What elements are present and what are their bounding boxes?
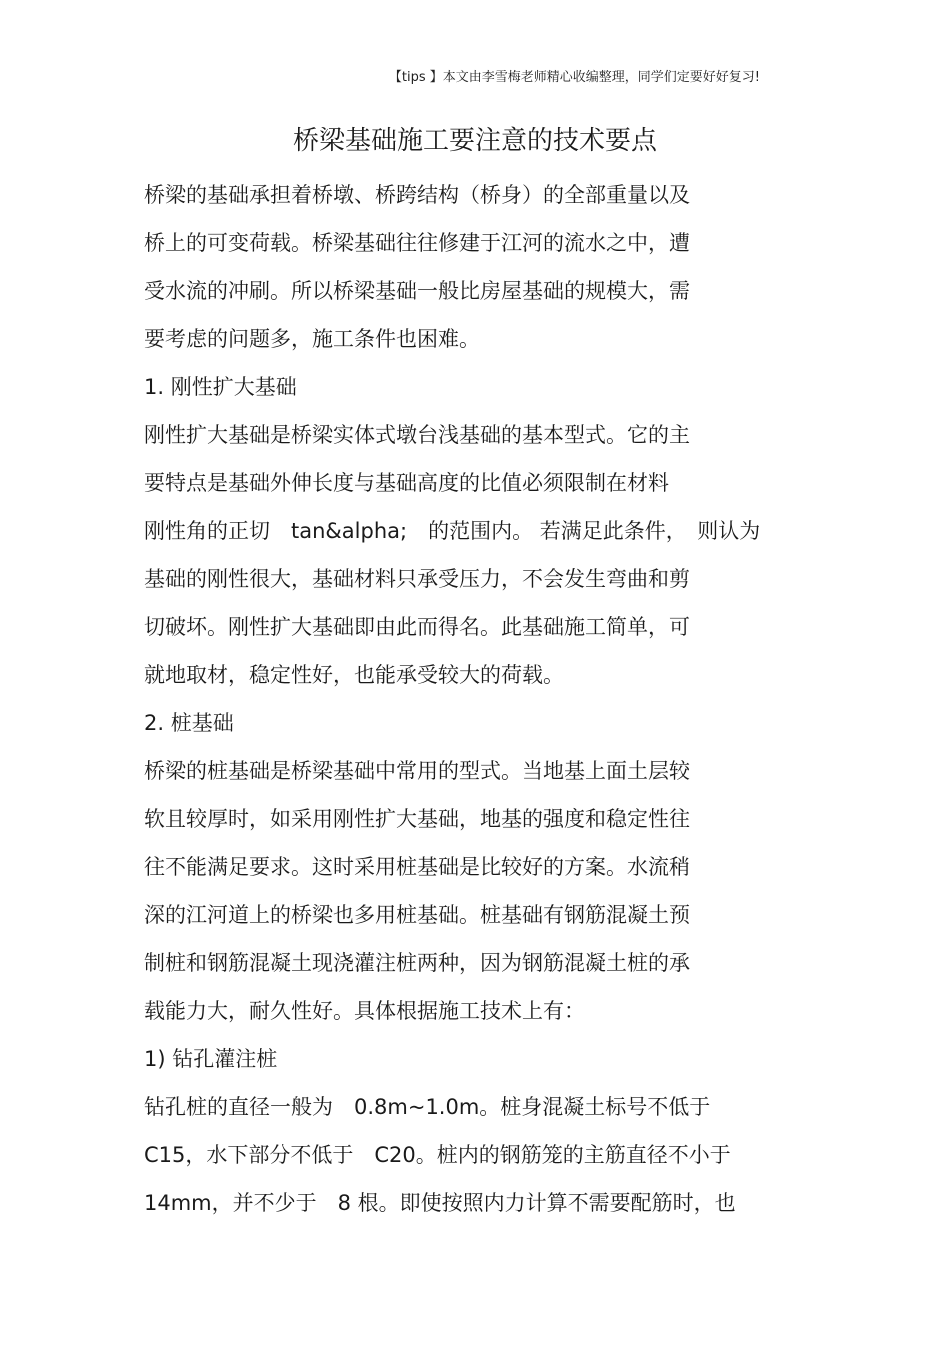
text-line-7: 要特点是基础外伸长度与基础高度的比值必须限制在材料 — [144, 471, 669, 495]
text-line-14: 软且较厚时，如采用刚性扩大基础，地基的强度和稳定性往 — [144, 807, 690, 831]
text-line-4: 要考虑的问题多，施工条件也困难。 — [144, 327, 480, 351]
text-line-3: 受水流的冲刷。所以桥梁基础一般比房屋基础的规模大，需 — [144, 279, 690, 303]
text-line-6: 刚性扩大基础是桥梁实体式墩台浅基础的基本型式。它的主 — [144, 423, 690, 447]
text-line-2: 桥上的可变荷载。桥梁基础往往修建于江河的流水之中，遭 — [144, 231, 690, 255]
section-heading-2: 2. 桩基础 — [144, 711, 234, 735]
text-line-13: 桥梁的桩基础是桥梁基础中常用的型式。当地基上面土层较 — [144, 759, 690, 783]
text-line-8: 刚性角的正切 tan&alpha; 的范围内。 若满足此条件， 则认为 — [144, 519, 761, 543]
text-line-10: 切破坏。刚性扩大基础即由此而得名。此基础施工简单，可 — [144, 615, 690, 639]
text-line-20: 钻孔桩的直径一般为 0.8m~1.0m。桩身混凝土标号不低于 — [144, 1095, 711, 1119]
document-title: 桥梁基础施工要注意的技术要点 — [292, 126, 657, 156]
text-line-21: C15，水下部分不低于 C20。桩内的钢筋笼的主筋直径不小于 — [144, 1143, 731, 1167]
section-heading-1: 1. 刚性扩大基础 — [144, 375, 297, 399]
subsection-heading-1: 1) 钻孔灌注桩 — [144, 1047, 278, 1071]
tips-header: 【tips 】本文由李雪梅老师精心收编整理，同学们定要好好复习! — [388, 70, 760, 85]
text-line-1: 桥梁的基础承担着桥墩、桥跨结构（桥身）的全部重量以及 — [144, 183, 690, 207]
text-line-18: 载能力大，耐久性好。具体根据施工技术上有： — [144, 999, 585, 1023]
text-line-16: 深的江河道上的桥梁也多用桩基础。桩基础有钢筋混凝土预 — [144, 903, 690, 927]
text-line-17: 制桩和钢筋混凝土现浇灌注桩两种，因为钢筋混凝土桩的承 — [144, 951, 690, 975]
text-line-11: 就地取材，稳定性好，也能承受较大的荷载。 — [144, 663, 564, 687]
text-line-9: 基础的刚性很大，基础材料只承受压力，不会发生弯曲和剪 — [144, 567, 690, 591]
text-line-22: 14mm，并不少于 8 根。即使按照内力计算不需要配筋时，也 — [144, 1191, 736, 1215]
text-line-15: 往不能满足要求。这时采用桩基础是比较好的方案。水流稍 — [144, 855, 690, 879]
